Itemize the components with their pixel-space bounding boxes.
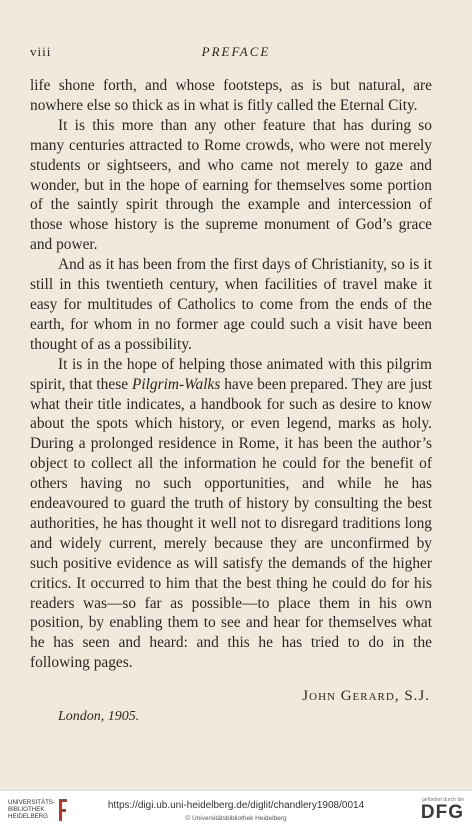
paragraph-4: [30, 355, 432, 674]
permalink[interactable]: https://digi.ub.uni-heidelberg.de/diglit/chandlery1908/0014: [107, 800, 365, 811]
paragraph-4-rest: have been prepared. They are just what their title indicates, a handbook for such as desire to know about the spots which history, or even legend, marks as holy. During a prolonged residence in Rome, it has been the author’s object to collect all the information he could for the benefit of others having no such opportunities, and while he has endeavoured to guard the truth of history by consulting the best authorities, he has thought it well not to disregard traditions long and widely current, merely because they are unconfirmed by such positive evidence as will satisfy the demands of the higher critics. It occurred to him that the best thing he could do for his readers was—so far as possible—to place them in his own position, by enabling them to see and hear for themselves what he has seen and heard: and this he has tried to do in the following pages.: [30, 375, 432, 672]
author-signature: John Gerard, S.J.: [302, 688, 430, 704]
paragraph-2: It is this more than any other feature that has during so many centuries attracted to Rome crowds, who were not merely students or sightseers, and who came not merely to gaze and wonder, but in the hope of earning for themselves some portion of the saintly spirit through the example and intercession of those whose history is the supreme monument of God’s grace and power.: [30, 116, 432, 254]
page-number: viii: [30, 44, 52, 59]
funder-logo: [421, 797, 464, 823]
body-text: [30, 76, 432, 673]
paragraph-4-start: It is in the hope of helping those animated with this pilgrim spirit, that these: [30, 355, 432, 393]
viewer-footer: [0, 790, 472, 830]
book-title: Pilgrim-Walks: [131, 375, 221, 393]
paragraph-3: And as it has been from the first days of Christianity, so is it still in this twentieth century, when facilities of travel make it easy for multitudes of Catholics to come from the ends of the earth, for whom in no former age could such a visit have been thought of as a possibility.: [30, 256, 432, 353]
library-name: UNIVERSITÄTS- BIBLIOTHEK HEIDELBERG: [8, 799, 56, 820]
copyright: © Universitätsbibliothek Heidelberg: [185, 815, 287, 822]
running-title: PREFACE: [201, 44, 271, 59]
funder-note: gefördert durch die: [422, 797, 464, 803]
paragraph-1: life shone forth, and whose footsteps, as is but natural, are nowhere else so thick as in what is fitly called the Eternal City.: [30, 77, 432, 114]
dfg-logo: DFG: [420, 802, 464, 823]
place-date: London, 1905.: [58, 709, 140, 724]
running-header: [30, 44, 442, 64]
